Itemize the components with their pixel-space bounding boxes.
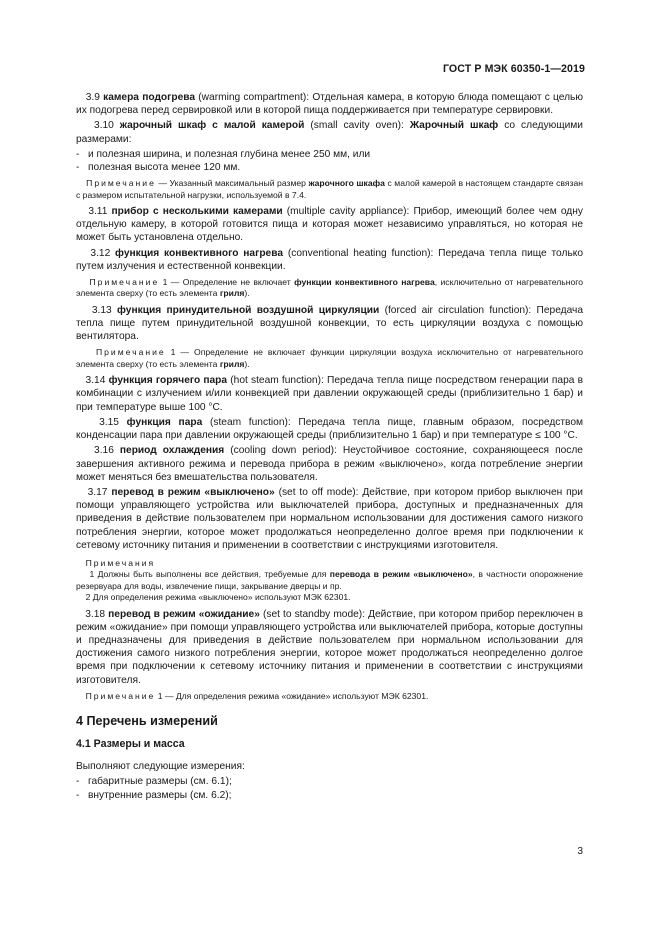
definition-3-10: [76, 119, 583, 145]
definition-text: (set to off mode): Действие, при котором прибор выключен при помощи управляющего устройства или выключателей прибора, доступных и предназначенных для приведения в действие пользователем при нормальном использовании для достижения самого низкого потребления энергии, которое может продолжаться неопределенно долгое время при подключении к сетевому источнику питания и применении в соответствии с инструкциями изготовителя.: [76, 486, 584, 551]
notes-3-17: [76, 558, 583, 604]
term: прибор с несколькими камерами: [111, 206, 283, 218]
clause-number: 3.18: [85, 608, 106, 620]
term: функция принудительной воздушной циркуляции: [117, 304, 380, 316]
definition-text: (warming compartment): Отдельная камера, в которую блюда помещают с целью их подогрева перед сервировкой или в которой пища поддерживается при температуре сервировки.: [76, 92, 583, 117]
definition-3-14: [76, 374, 583, 414]
list-item: - и полезная ширина, и полезная глубина менее 250 мм, или: [76, 148, 583, 161]
definition-3-15: [76, 416, 583, 442]
definition-3-11: [76, 205, 583, 245]
term: перевод в режим «ожидание»: [108, 608, 260, 620]
note-text: , в частности опорожнение резервуара для воды, извлечение пищи, закрывание дверцы и пр.: [76, 569, 583, 591]
document-body: [76, 91, 583, 802]
definition-3-9: [76, 91, 583, 117]
definition-3-13: [76, 304, 583, 344]
note-label: Примечание: [95, 347, 166, 358]
definition-3-17: [76, 486, 583, 552]
note-text: ).: [244, 288, 250, 299]
list-item: - внутренние размеры (см. 6.2);: [76, 789, 583, 802]
definition-text: (conventional heating function): Передача тепла пище только путем излучения и естественной конвекции.: [76, 247, 583, 272]
term: функция горячего пара: [108, 375, 228, 387]
term: камера подогрева: [103, 92, 196, 103]
clause-number: 3.11: [88, 206, 108, 218]
term: гриля: [219, 288, 245, 299]
clause-number: 3.17: [87, 486, 108, 498]
page-number: 3: [577, 846, 583, 857]
term: функции конвективного нагрева: [294, 277, 435, 288]
note-text: 1 — Определение не включает: [159, 277, 295, 288]
definition-text: (steam function): Передача тепла пище, главным образом, посредством конденсации пара при давлении окружающей среды (приблизительно 1 бар) и при температуре ≤ 100 °С.: [76, 416, 584, 442]
note-text: 1 Должны быть выполнены все действия, требуемые для: [89, 569, 330, 580]
definition-text: (set to standby mode): Действие, при котором прибор переключен в режим «ожидание» при помощи управляющего устройства или выключателей прибора, которые доступны и предназначены для приведения в действие пользователем при нормальном использовании для достижения самого низкого потребления энергии, которое может продолжаться неопределенно долгое время при подключении к сетевому источнику питания и применении в соответствии с инструкциями изготовителя.: [76, 608, 583, 686]
note-label: Примечания: [85, 557, 156, 568]
note-3-18: [76, 691, 583, 702]
term: функция пара: [126, 416, 203, 428]
document-header: ГОСТ Р МЭК 60350-1—2019: [442, 63, 585, 75]
definition-3-16: [76, 444, 583, 484]
clause-number: 3.10: [93, 120, 114, 132]
clause-number: 3.13: [91, 304, 112, 316]
definition-text: (cooling down period): Неустойчивое состояние, сохраняющееся после завершения активного режима и перевода прибора в режим «выключено», когда потребление энергии может меняться без вмешательства пользователя.: [76, 445, 583, 483]
clause-number: 3.14: [85, 375, 106, 387]
list-item: - полезная высота менее 120 мм.: [76, 161, 583, 174]
term: Жарочный шкаф: [409, 120, 499, 132]
definition-text: со следующими размерами:: [76, 120, 583, 145]
definition-text: (small cavity oven):: [304, 120, 410, 132]
note-3-13: [76, 347, 583, 370]
note-label: Примечание: [86, 178, 156, 189]
note-text: 2 Для определения режима «выключено» используют МЭК 62301.: [85, 592, 351, 603]
note-item-2: [76, 592, 583, 603]
list-item: - габаритные размеры (см. 6.1);: [76, 775, 583, 788]
note-3-12: [76, 277, 583, 300]
note-item-1: [76, 569, 583, 592]
clause-number: 3.15: [99, 416, 119, 428]
note-label: Примечание: [89, 277, 160, 288]
note-label: Примечание: [85, 690, 156, 701]
term: жарочного шкафа: [308, 178, 385, 189]
definition-3-18: [76, 608, 583, 687]
note-text: ).: [244, 358, 250, 369]
term: период охлаждения: [119, 445, 225, 457]
term: перевод в режим «выключено»: [111, 486, 275, 498]
notes-heading: [76, 558, 583, 569]
subsection-heading: 4.1 Размеры и масса: [76, 738, 185, 751]
clause-number: 3.9: [85, 92, 100, 103]
clause-number: 3.16: [94, 445, 114, 457]
definition-text: (multiple cavity appliance): Прибор, имеющий более чем одну отдельную камеру, в которой готовится пища и которая может независимо управляться, но которая не может быть установлена отдельно.: [76, 206, 583, 244]
note-text: 1 — Определение не включает функции циркуляции воздуха исключительно от нагревательного элемента сверху (то есть элемента: [76, 347, 583, 369]
term: функция конвективного нагрева: [115, 247, 284, 259]
note-3-10: [76, 178, 583, 201]
term: перевода в режим «выключено»: [329, 569, 473, 580]
note-text: , исключительно от нагревательного элемента сверху (то есть элемента: [76, 277, 583, 299]
definition-text: (hot steam function): Передача тепла пище посредством генерации пара в комбинации с излучением и/или конвекцией при давлении окружающей среды (приблизительно 1 бар) и при температуре выше 100 °С.: [76, 375, 583, 413]
definition-3-12: [76, 247, 583, 273]
note-text: 1 — Для определения режима «ожидание» используют МЭК 62301.: [155, 690, 429, 701]
term: гриля: [219, 358, 245, 369]
section-heading: 4 Перечень измерений: [76, 714, 218, 729]
note-text: — Указанный максимальный размер: [155, 178, 309, 189]
term: жарочный шкаф с малой камерой: [119, 120, 305, 132]
paragraph: Выполняют следующие измерения:: [76, 761, 245, 773]
definition-text: (forced air circulation function): Передача тепла пище путем принудительной воздушной конвекции, то есть циркуляции воздуха с помощью вентилятора.: [76, 304, 583, 343]
note-text: с малой камерой в настоящем стандарте связан с размером испытательной нагрузки, используемой в 7.4.: [76, 178, 583, 200]
clause-number: 3.12: [90, 247, 111, 259]
